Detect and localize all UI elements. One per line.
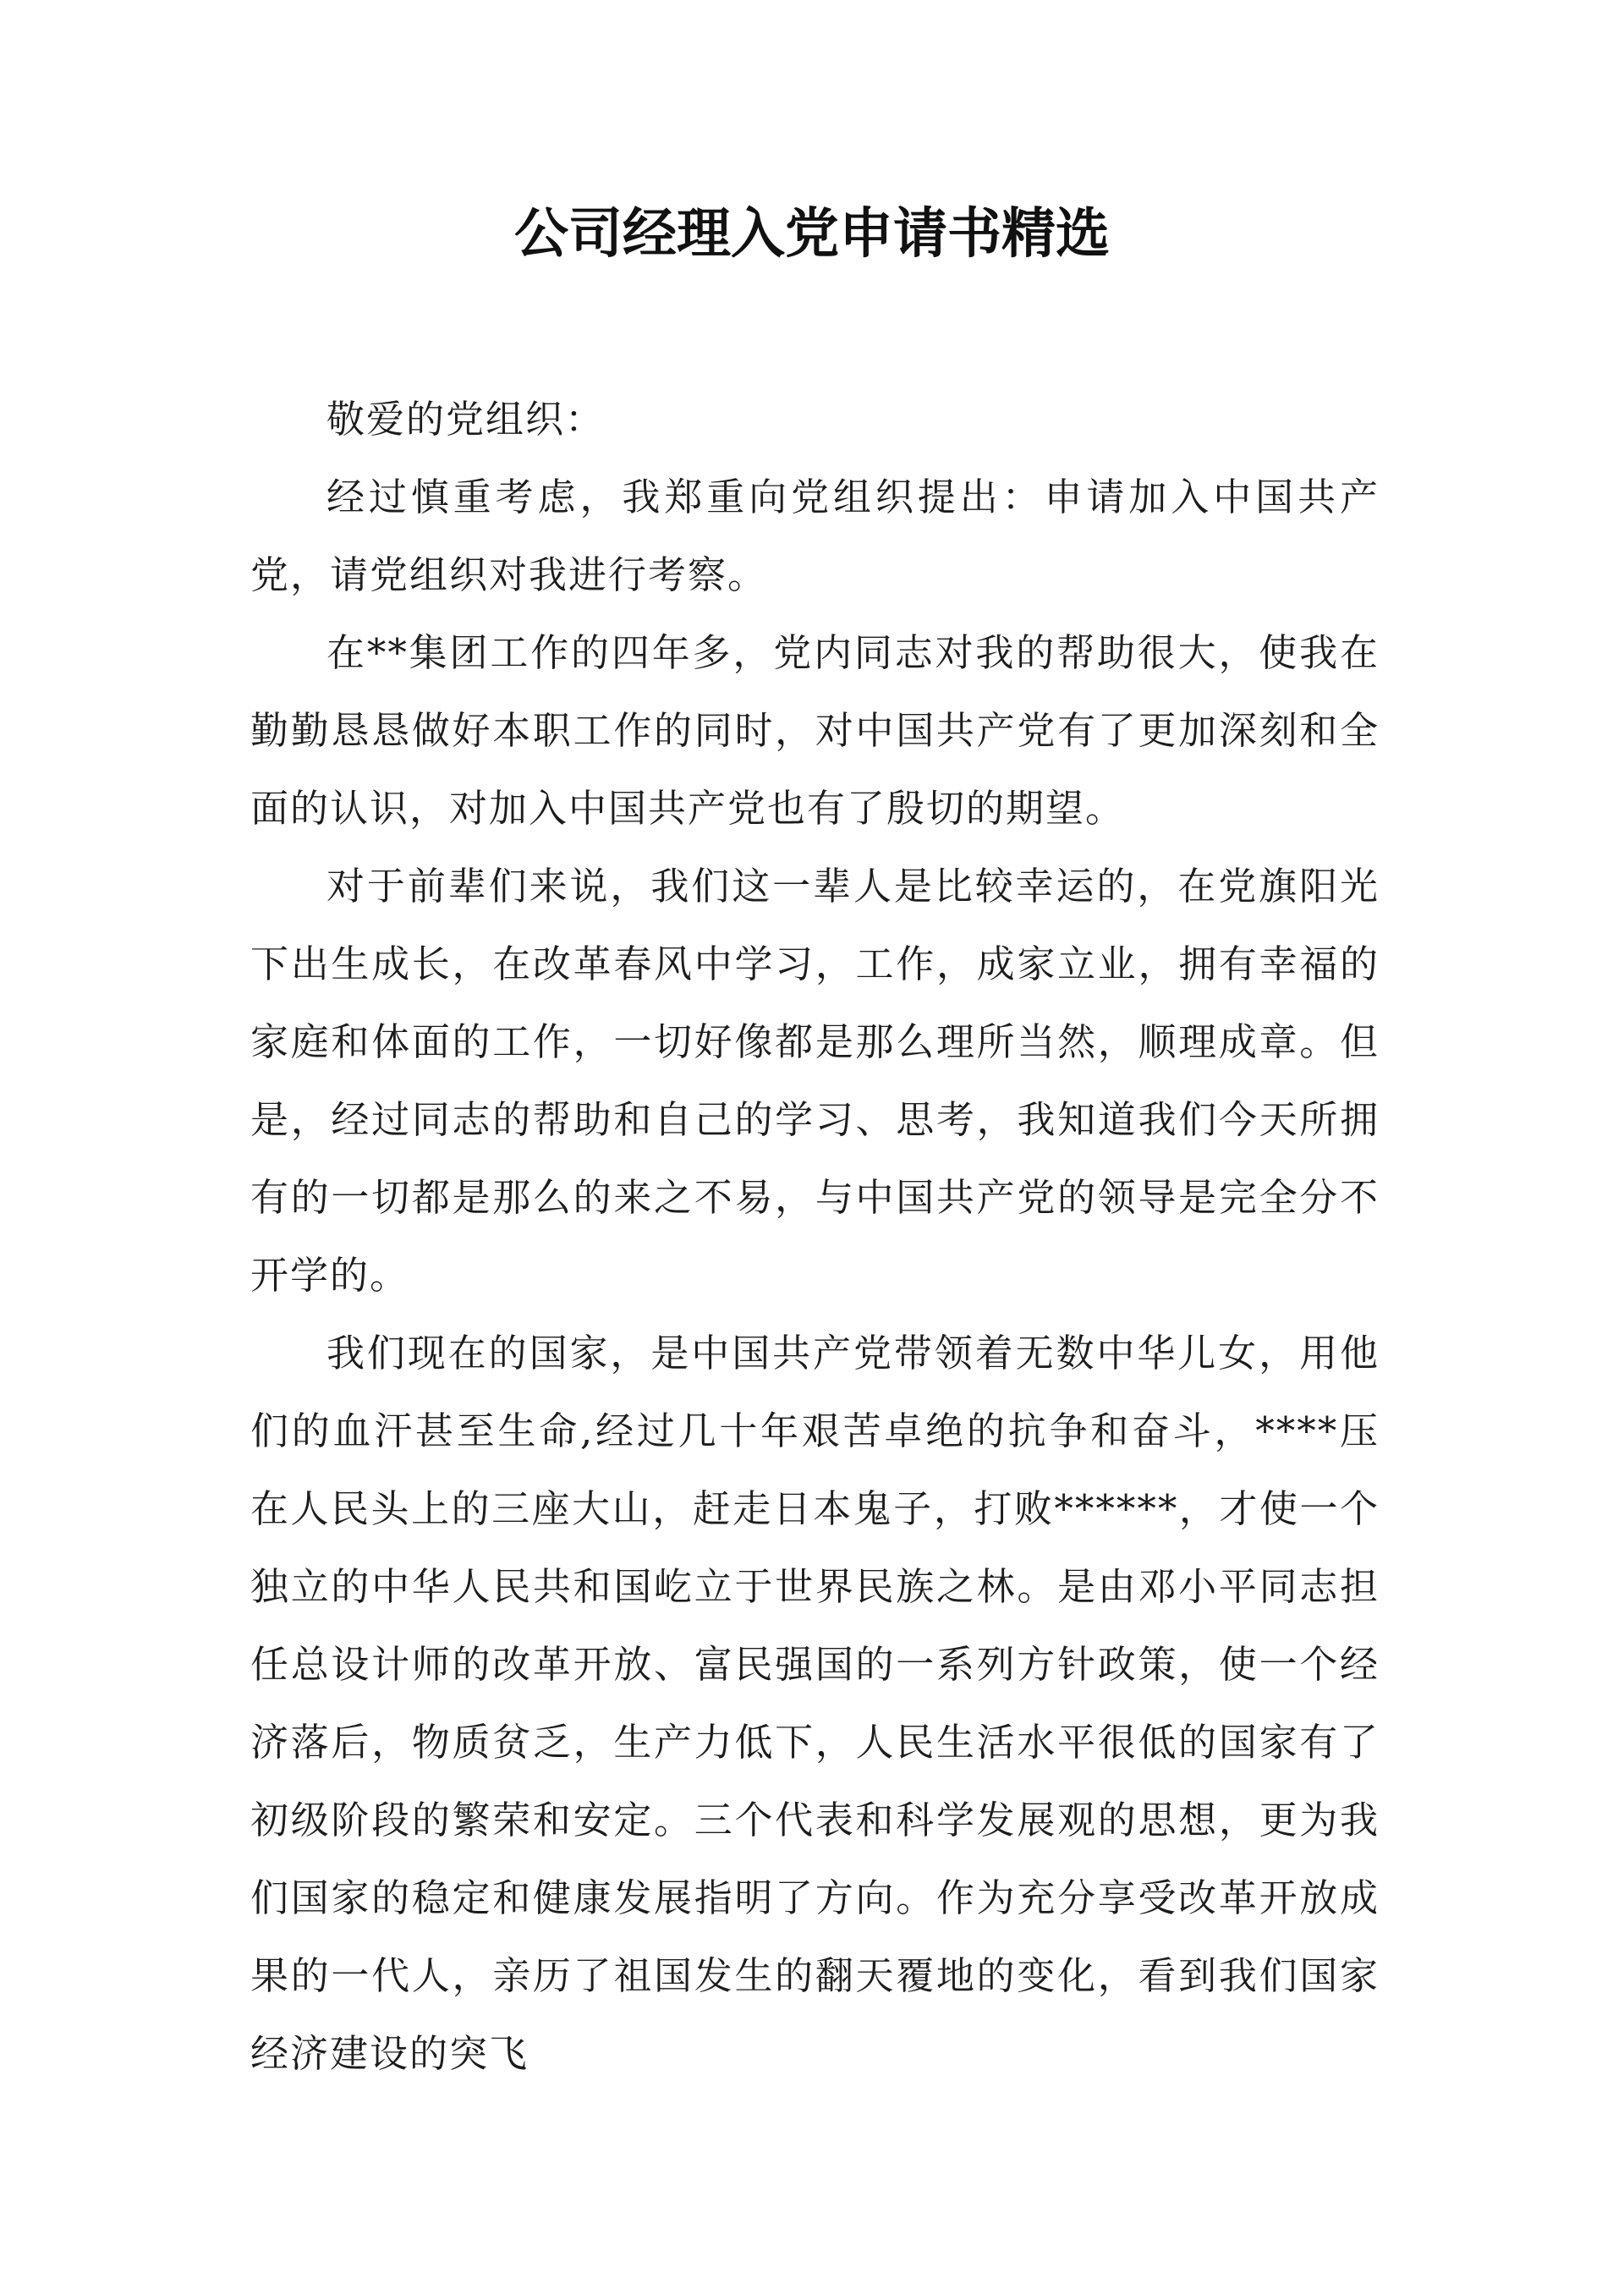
document-title: 公司经理入党申请书精选	[514, 203, 1110, 266]
salutation: 敬爱的党组织：	[326, 397, 606, 442]
paragraph-2: 在**集团工作的四年多，党内同志对我的帮助很大，使我在勤勤恳恳做好本职工作的同时，对中国共产党有了更加深刻和全面的认识，对加入中国共产党也有了殷切的期望。	[250, 630, 1380, 831]
paragraph-4: 我们现在的国家，是中国共产党带领着无数中华儿女，用他们的血汗甚至生命,经过几十年艰苦卓绝的抗争和奋斗，****压在人民头上的三座大山，赶走日本鬼子，打败******，才使一个独立的中华人民共和国屹立于世界民族之林。是由邓小平同志担任总设计师的改革开放、富民强国的一系列方针政策，使一个经济落后，物质贫乏，生产力低下，人民生活水平很低的国家有了初级阶段的繁荣和安定。三个代表和科学发展观的思想，更为我们国家的稳定和健康发展指明了方向。作为充分享受改革开放成果的一代人，亲历了祖国发生的翻天覆地的变化，看到我们国家经济建设的突飞	[250, 1331, 1380, 2076]
paragraph-3: 对于前辈们来说，我们这一辈人是比较幸运的，在党旗阳光下出生成长，在改革春风中学习，工作，成家立业，拥有幸福的家庭和体面的工作，一切好像都是那么理所当然，顺理成章。但是，经过同志的帮助和自己的学习、思考，我知道我们今天所拥有的一切都是那么的来之不易，与中国共产党的领导是完全分不开学的。	[250, 864, 1380, 1298]
document-body	[250, 381, 1380, 2093]
paragraph-1: 经过慎重考虑，我郑重向党组织提出：申请加入中国共产党，请党组织对我进行考察。	[250, 475, 1380, 597]
